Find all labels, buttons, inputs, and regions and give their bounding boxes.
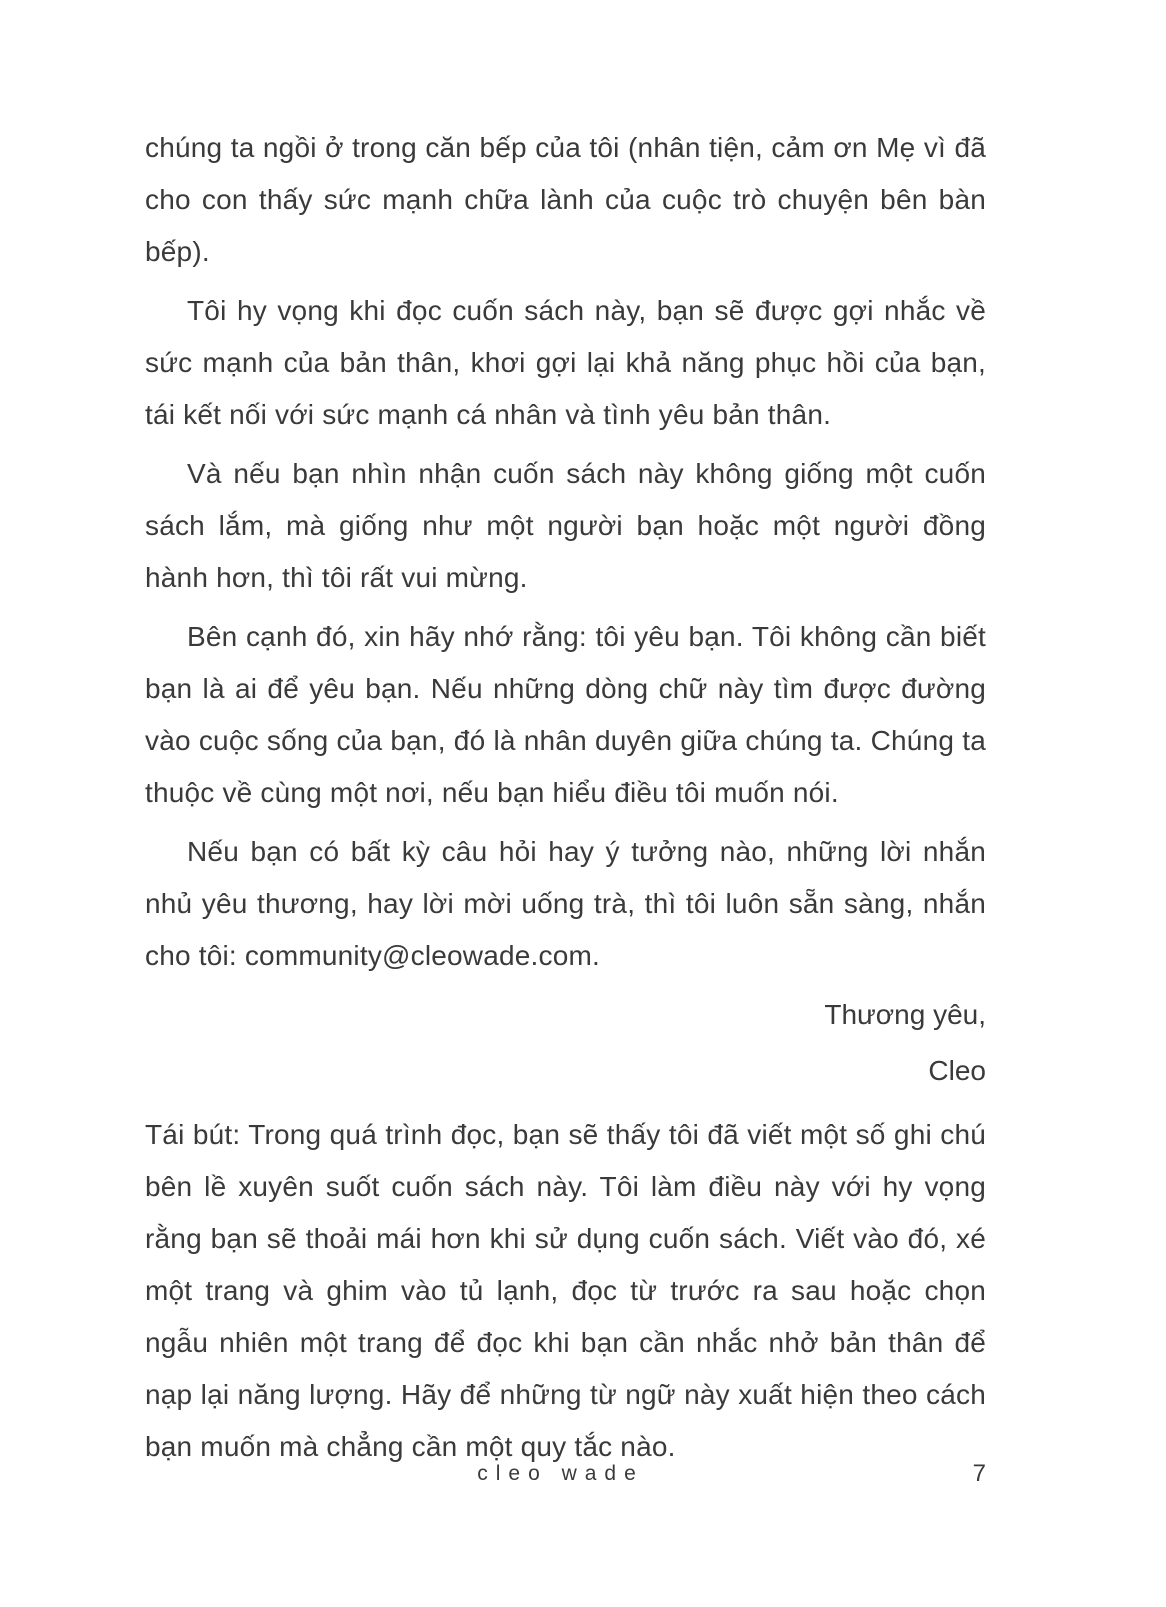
page-footer — [145, 1462, 986, 1496]
signature-name: Cleo — [928, 1055, 986, 1086]
running-footer-author: cleo wade — [477, 1462, 644, 1485]
signature-closing: Thương yêu, — [824, 999, 986, 1030]
page-body — [145, 122, 986, 1480]
paragraph: Tôi hy vọng khi đọc cuốn sách này, bạn sẽ được gợi nhắc về sức mạnh của bản thân, khơi gợi lại khả năng phục hồi của bạn, tái kết nối với sức mạnh cá nhân và tình yêu bản thân. — [145, 295, 986, 430]
page-number: 7 — [972, 1460, 986, 1487]
paragraph: Nếu bạn có bất kỳ câu hỏi hay ý tưởng nào, những lời nhắn nhủ yêu thương, hay lời mời uống trà, thì tôi luôn sẵn sàng, nhắn cho tôi: community@cleowade.com. — [145, 836, 986, 971]
postscript-paragraph: Tái bút: Trong quá trình đọc, bạn sẽ thấy tôi đã viết một số ghi chú bên lề xuyên suốt cuốn sách này. Tôi làm điều này với hy vọng rằng bạn sẽ thoải mái hơn khi sử dụng cuốn sách. Viết vào đó, xé một trang và ghim vào tủ lạnh, đọc từ trước ra sau hoặc chọn ngẫu nhiên một trang để đọc khi bạn cần nhắc nhở bản thân để nạp lại năng lượng. Hãy để những từ ngữ này xuất hiện theo cách bạn muốn mà chẳng cần một quy tắc nào. — [145, 1119, 986, 1462]
paragraph: Và nếu bạn nhìn nhận cuốn sách này không giống một cuốn sách lắm, mà giống như một người bạn hoặc một người đồng hành hơn, thì tôi rất vui mừng. — [145, 458, 986, 593]
paragraph-continuation: chúng ta ngồi ở trong căn bếp của tôi (nhân tiện, cảm ơn Mẹ vì đã cho con thấy sức mạnh chữa lành của cuộc trò chuyện bên bàn bếp). — [145, 132, 986, 267]
paragraph: Bên cạnh đó, xin hãy nhớ rằng: tôi yêu bạn. Tôi không cần biết bạn là ai để yêu bạn. Nếu những dòng chữ này tìm được đường vào cuộc sống của bạn, đó là nhân duyên giữa chúng ta. Chúng ta thuộc về cùng một nơi, nếu bạn hiểu điều tôi muốn nói. — [145, 621, 986, 808]
